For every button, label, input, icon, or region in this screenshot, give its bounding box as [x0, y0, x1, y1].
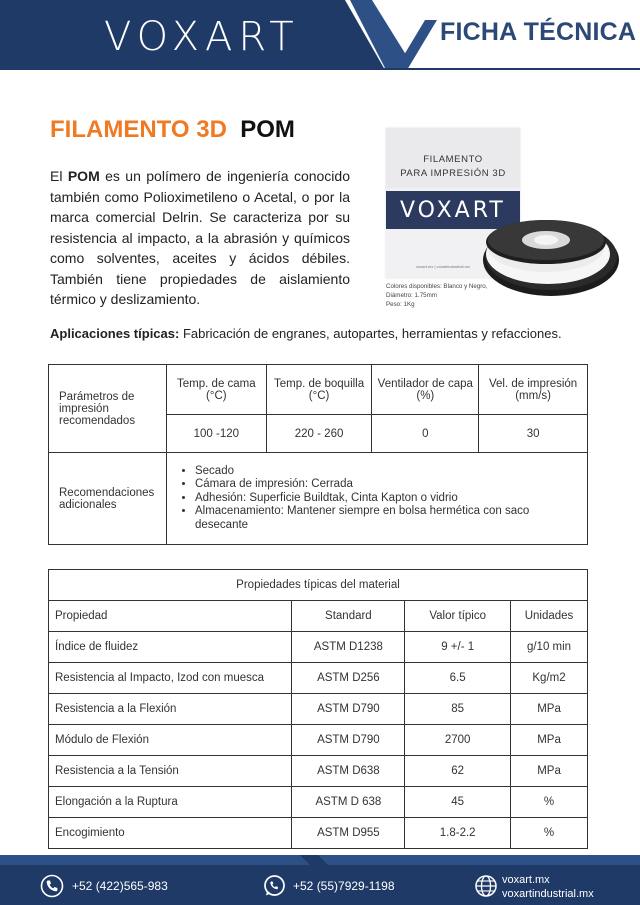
prop-value: 9 +/- 1 [405, 632, 511, 663]
phone2-text: +52 (55)7929-1198 [293, 879, 395, 893]
globe-icon [474, 874, 498, 898]
prop-standard: ASTM D790 [292, 725, 405, 756]
prop-units: MPa [511, 694, 588, 725]
param-header-speed: Vel. de impresión (mm/s) [479, 365, 588, 415]
applications-line [50, 326, 562, 341]
recommendation-item: • Adhesión: Superficie Buildtak, Cinta Kapton o vidrio [195, 492, 577, 506]
prop-units: MPa [511, 725, 588, 756]
prop-units: % [511, 818, 588, 849]
filament-spool-image [476, 212, 621, 300]
prop-units: MPa [511, 756, 588, 787]
intro-pre: El [50, 168, 68, 184]
website2-link[interactable]: voxartindustrial.mx [502, 888, 594, 900]
intro-post: es un polímero de ingeniería conocido también como Polioximetileno o Acetal, o por la marca comercial Delrin. Se caracteriza por su resistencia al impacto, a la abrasión y químicos como solventes, aceites y ácidos débiles. También tiene propiedades de aislamiento térmico y deslizamiento. [50, 168, 350, 307]
website-links [502, 873, 594, 901]
whatsapp-icon [262, 874, 286, 898]
brand-logo: VOXART [104, 14, 300, 60]
table-row [49, 787, 588, 818]
prop-header-standard: Standard [292, 601, 405, 632]
properties-table [48, 569, 588, 849]
product-note [386, 282, 487, 309]
prop-header-property: Propiedad [49, 601, 292, 632]
prop-standard: ASTM D256 [292, 663, 405, 694]
table-row [49, 632, 588, 663]
prop-units: g/10 min [511, 632, 588, 663]
applications-label: Aplicaciones típicas: [50, 326, 180, 341]
recommendations-label: Recomendaciones adicionales [49, 453, 167, 545]
intro-paragraph [50, 166, 350, 310]
phone-icon [40, 874, 64, 898]
recommendation-item: • Cámara de impresión: Cerrada [195, 478, 577, 492]
note-colors: Colores disponibles: Blanco y Negro, [386, 283, 488, 290]
prop-value: 2700 [405, 725, 511, 756]
prop-name: Resistencia al Impacto, Izod con muesca [49, 663, 292, 694]
prop-name: Resistencia a la Flexión [49, 694, 292, 725]
param-value-fan: 0 [372, 415, 479, 453]
prop-header-units: Unidades [511, 601, 588, 632]
print-params-table [48, 364, 588, 545]
prop-name: Elongación a la Ruptura [49, 787, 292, 818]
prop-standard: ASTM D 638 [292, 787, 405, 818]
box-line1: FILAMENTO [423, 154, 483, 165]
table-row [49, 756, 588, 787]
prop-header-value: Valor típico [405, 601, 511, 632]
table-row [49, 725, 588, 756]
note-diameter: Diámetro: 1.75mm [386, 292, 437, 299]
phone1-text: +52 (422)565-983 [72, 879, 168, 893]
param-value-nozzle: 220 - 260 [266, 415, 372, 453]
prop-standard: ASTM D1238 [292, 632, 405, 663]
prop-name: Resistencia a la Tensión [49, 756, 292, 787]
prop-name: Índice de fluidez [49, 632, 292, 663]
prop-standard: ASTM D955 [292, 818, 405, 849]
box-footer: voxart.mx | voxartindustrial.mx [416, 264, 470, 269]
box-line2: PARA IMPRESIÓN 3D [400, 168, 506, 179]
website1-link[interactable]: voxart.mx [502, 874, 550, 886]
param-header-bed: Temp. de cama (°C) [166, 365, 266, 415]
title-part1: FILAMENTO 3D [50, 116, 227, 143]
table-row [49, 694, 588, 725]
recommendation-item: • Secado [195, 465, 577, 479]
note-weight: Peso: 1Kg [386, 301, 415, 308]
prop-value: 6.5 [405, 663, 511, 694]
applications-text: Fabricación de engranes, autopartes, herramientas y refacciones. [179, 326, 562, 341]
prop-standard: ASTM D790 [292, 694, 405, 725]
print-params-label: Parámetros de impresión recomendados [49, 365, 167, 453]
table-row [49, 663, 588, 694]
recommendation-item: • Almacenamiento: Mantener siempre en bolsa hermética con saco desecante [195, 505, 577, 532]
intro-bold: POM [67, 168, 100, 184]
prop-value: 62 [405, 756, 511, 787]
prop-value: 45 [405, 787, 511, 818]
param-value-bed: 100 -120 [166, 415, 266, 453]
prop-standard: ASTM D638 [292, 756, 405, 787]
box-logo: VOXART [400, 198, 506, 223]
doc-type-title: FICHA TÉCNICA [440, 18, 637, 46]
title-part2: POM [240, 116, 295, 143]
param-header-fan: Ventilador de capa (%) [372, 365, 479, 415]
prop-name: Módulo de Flexión [49, 725, 292, 756]
prop-value: 1.8-2.2 [405, 818, 511, 849]
prop-units: Kg/m2 [511, 663, 588, 694]
product-title [50, 116, 295, 144]
table-row [49, 818, 588, 849]
prop-units: % [511, 787, 588, 818]
recommendations-list [177, 465, 577, 533]
recommendations-cell [166, 453, 587, 545]
prop-name: Encogimiento [49, 818, 292, 849]
param-value-speed: 30 [479, 415, 588, 453]
prop-value: 85 [405, 694, 511, 725]
properties-title: Propiedades típicas del material [49, 570, 588, 601]
param-header-nozzle: Temp. de boquilla (°C) [266, 365, 372, 415]
